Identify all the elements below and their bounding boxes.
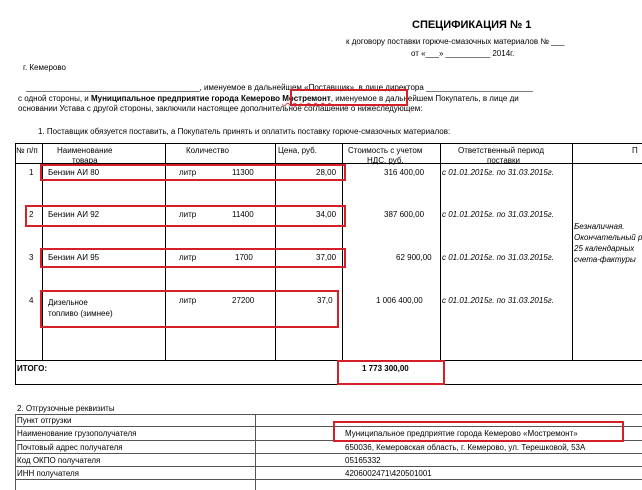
highlight-consignee [333,421,624,442]
city: г. Кемерово [23,63,66,72]
row-cost: 1 006 400,00 [376,296,423,305]
preamble-intro: с одной стороны, и [18,94,89,103]
header-num: № п/п [16,146,38,155]
row-name: Бензин АИ 80 [48,168,100,177]
header-period-2: поставки [487,156,521,165]
row-unit: литр [179,296,197,305]
preamble-line-1: _______________________________________, именуемое в дальнейшем «Поставщик», в лице директора ________________________ [26,83,533,92]
row-num: 2 [29,210,34,219]
header-name-1: Наименование [57,146,113,155]
row-unit: литр [179,168,197,177]
row-price: 34,00 [316,210,337,219]
payment-terms-3: 25 календарных [574,244,635,253]
row-name: Бензин АИ 92 [48,210,100,219]
preamble-continuation: , именуемое в дальнейшем Покупатель, в лице ди [330,94,519,103]
row-name-1: Дизельное [48,298,88,307]
highlight-row-3 [40,248,346,268]
consignee-okpo: 05165332 [345,456,381,465]
preamble-line-3: основании Устава с другой стороны, заключили настоящее дополнительное соглашение о нижеследующем: [18,104,423,113]
row-cost: 62 900,00 [396,253,432,262]
row-unit: литр [179,253,197,262]
buyer-city: Кемерово [240,94,281,103]
row-num: 1 [29,168,34,177]
highlight-row-1 [40,164,346,181]
shipping-label-inn: ИНН получателя [17,469,79,478]
row-num: 3 [29,253,34,262]
buyer-name: Мостремонт [282,94,331,103]
header-period-1: Ответственный период [458,146,544,155]
highlight-row-4 [40,290,339,328]
header-payment: П [632,146,638,155]
contract-date: от «___» __________ 2014г. [411,49,515,58]
row-qty: 27200 [232,296,255,305]
row-period: с 01.01.2015г. по 31.03.2015г. [442,253,554,262]
header-cost-1: Стоимость с учетом [348,146,423,155]
shipping-label-address: Почтовый адрес получателя [17,443,123,452]
row-period: с 01.01.2015г. по 31.03.2015г. [442,210,554,219]
row-name: Бензин АИ 95 [48,253,100,262]
row-period: с 01.01.2015г. по 31.03.2015г. [442,296,554,305]
total-value: 1 773 300,00 [362,364,409,373]
header-price: Цена, руб. [278,146,317,155]
row-cost: 387 600,00 [384,210,425,219]
row-qty: 11400 [232,210,254,219]
row-qty: 11300 [232,168,254,177]
payment-terms-2: Окончательный р [574,233,642,242]
total-label: ИТОГО: [17,364,47,373]
buyer-org-type: Муниципальное предприятие города [90,94,239,103]
highlight-total [337,360,445,385]
payment-terms-4: счета-фактуры [574,255,636,264]
row-period: с 01.01.2015г. по 31.03.2015г. [442,168,554,177]
consignee-address: 650036, Кемеровская область, г. Кемерово, ул. Терешковой, 53А [345,443,586,452]
row-price: 28,00 [316,168,337,177]
row-price: 37,0 [317,296,333,305]
consignee-inn: 4206002471\420501001 [345,469,432,478]
shipping-label-consignee: Наименование грузополучателя [17,429,137,438]
section-2-title: 2. Отгрузочные реквизиты [17,404,115,413]
row-unit: литр [179,210,197,219]
row-name-2: топливо (зимнее) [48,309,113,318]
clause-1: 1. Поставщик обязуется поставить, а Покупатель принять и оплатить поставку горюче-смазочных материалов: [38,127,451,136]
row-cost: 316 400,00 [384,168,425,177]
header-qty: Количество [186,146,229,155]
consignee-name: Муниципальное предприятие города Кемерово «Мостремонт» [345,429,578,438]
preamble-line-2 [18,94,519,103]
highlight-buyer-name [290,89,408,106]
row-qty: 1700 [235,253,253,262]
row-price: 37,00 [316,253,337,262]
payment-terms-1: Безналичная. [574,222,625,231]
shipping-label-point: Пункт отгрузки [17,416,72,425]
highlight-row-2 [25,205,346,227]
document-title: СПЕЦИФИКАЦИЯ № 1 [412,19,532,31]
header-cost-2: НДС, руб. [367,156,404,165]
header-name-2: товара [72,156,98,165]
contract-reference: к договору поставки горюче-смазочных материалов № ___ [346,37,565,46]
row-num: 4 [29,296,34,305]
shipping-label-okpo: Код ОКПО получателя [17,456,101,465]
